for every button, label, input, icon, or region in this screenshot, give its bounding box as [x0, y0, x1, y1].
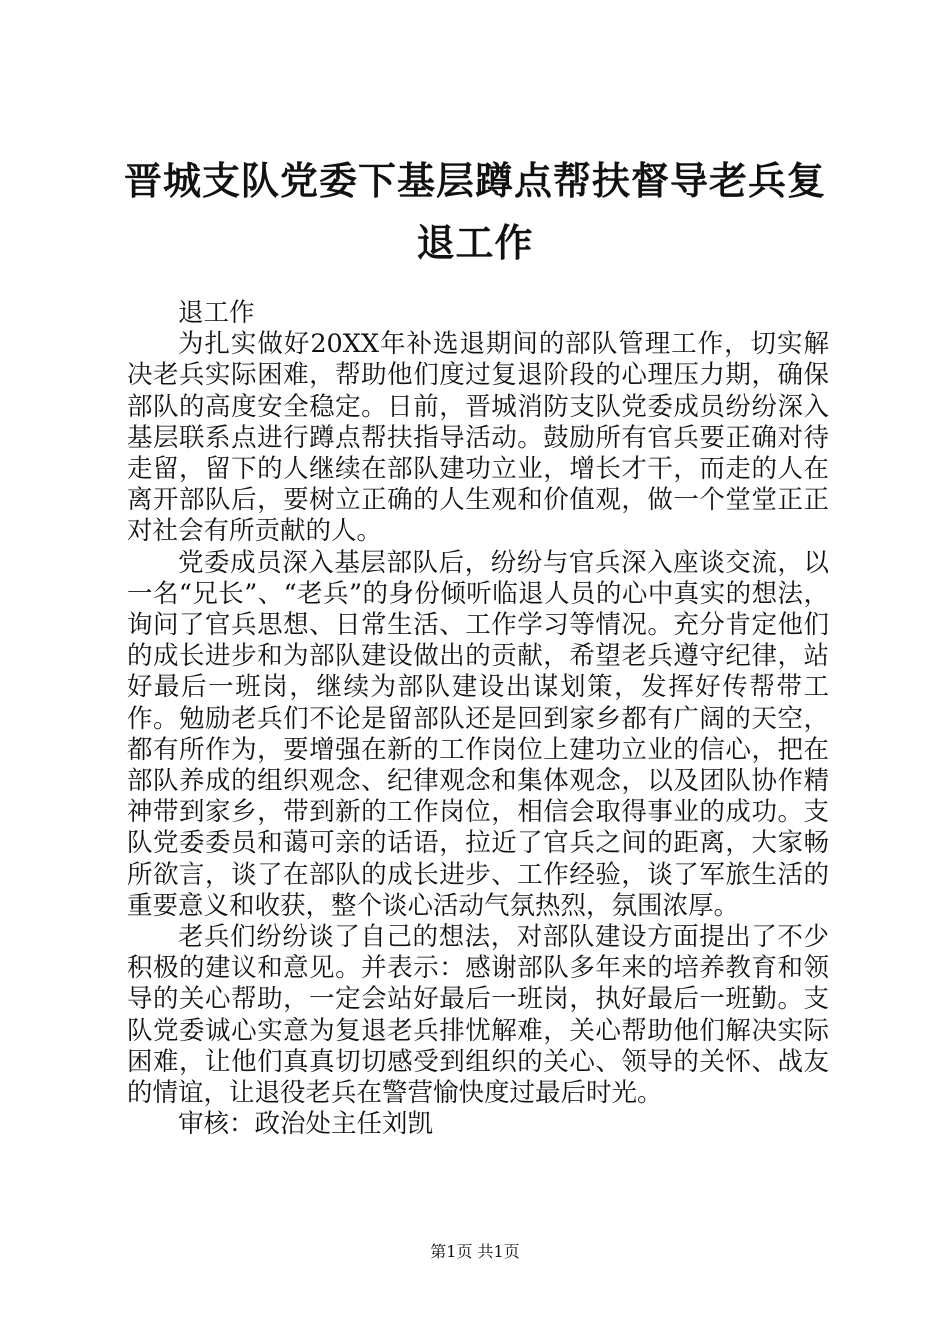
page-footer: 第1页 共1页: [430, 1242, 520, 1261]
paragraph-3: 老兵们纷纷谈了自己的想法，对部队建设方面提出了不少积极的建议和意见。并表示：感谢部队多年来的培养教育和领导的关心帮助，一定会站好最后一班岗，执好最后一班勤。支队党委诚心实意为复退老兵排忧解难，关心帮助他们解决实际困难，让他们真真切切感受到组织的关心、领导的关怀、战友的情谊，让退役老兵在警营愉快度过最后时光。: [127, 922, 829, 1109]
document-body: [127, 298, 829, 1140]
review-line: 审核：政治处主任刘凯: [178, 1109, 434, 1140]
paragraph-1: 为扎实做好20XX年补选退期间的部队管理工作，切实解决老兵实际困难，帮助他们度过复退阶段的心理压力期，确保部队的高度安全稳定。日前，晋城消防支队党委成员纷纷深入基层联系点进行蹲点帮扶指导活动。鼓励所有官兵要正确对待走留，留下的人继续在部队建功立业，增长才干，而走的人在离开部队后，要树立正确的人生观和价值观，做一个堂堂正正对社会有所贡献的人。: [127, 329, 829, 547]
paragraph-intro-fragment: 退工作: [178, 298, 255, 328]
document-title: 晋城支队党委下基层蹲点帮扶督导老兵复退工作: [123, 158, 826, 265]
paragraph-2: 党委成员深入基层部队后，纷纷与官兵深入座谈交流，以一名“兄长”、“老兵”的身份倾听临退人员的心中真实的想法，询问了官兵思想、日常生活、工作学习等情况。充分肯定他们的成长进步和为部队建设做出的贡献，希望老兵遵守纪律，站好最后一班岗，继续为部队建设出谋划策，发挥好传帮带工作。勉励老兵们不论是留部队还是回到家乡都有广阔的天空，都有所作为，要增强在新的工作岗位上建功立业的信心，把在部队养成的组织观念、纪律观念和集体观念，以及团队协作精神带到家乡，带到新的工作岗位，相信会取得事业的成功。支队党委委员和蔼可亲的话语，拉近了官兵之间的距离，大家畅所欲言，谈了在部队的成长进步、工作经验，谈了军旅生活的重要意义和收获，整个谈心活动气氛热烈，氛围浓厚。: [127, 547, 829, 921]
